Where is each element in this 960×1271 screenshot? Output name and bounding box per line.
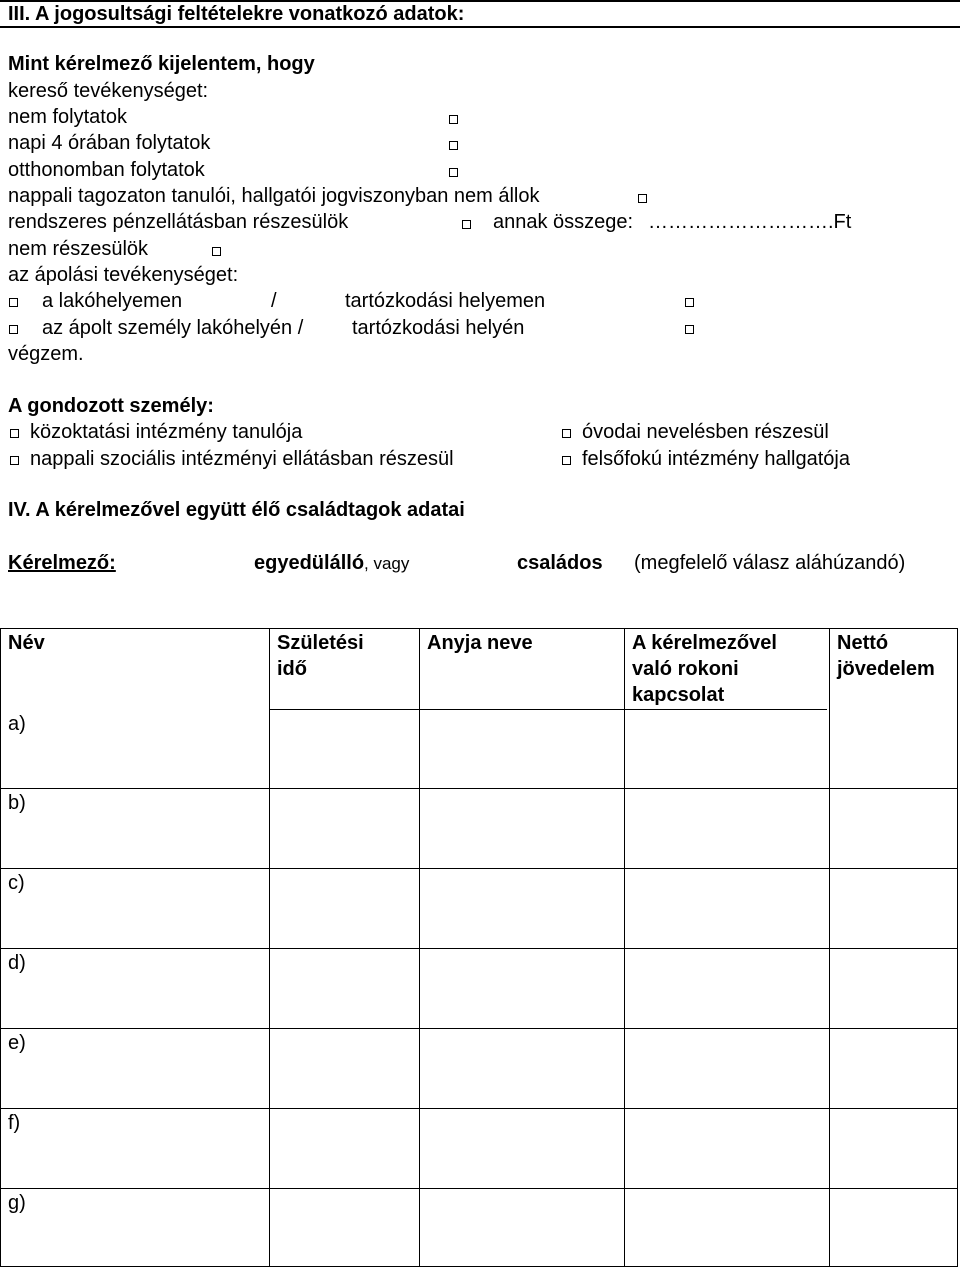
allowance-amount-label: annak összege: bbox=[493, 211, 634, 233]
marital-status-family[interactable]: családos bbox=[517, 552, 603, 574]
table-col-border bbox=[957, 628, 958, 1266]
marital-status-single[interactable] bbox=[254, 551, 409, 576]
cared-person-option: nappali szociális intézményi ellátásban részesül bbox=[30, 448, 454, 470]
table-row-border bbox=[0, 868, 958, 869]
table-col-border bbox=[624, 628, 625, 1266]
table-row-border bbox=[0, 1108, 958, 1109]
activity-option-label: napi 4 órában folytatok bbox=[8, 132, 211, 154]
row-label: f) bbox=[8, 1112, 21, 1134]
or-label: , vagy bbox=[364, 554, 410, 573]
checkbox-at-home[interactable] bbox=[449, 168, 458, 177]
section-4-title: IV. A kérelmezővel együtt élő családtagok adatai bbox=[8, 499, 465, 521]
table-bottom-border bbox=[0, 1266, 958, 1267]
checkbox-allowance-receiving[interactable] bbox=[462, 220, 471, 229]
checkbox-4-hours[interactable] bbox=[449, 141, 458, 150]
row-label: c) bbox=[8, 872, 25, 894]
table-row-border bbox=[0, 788, 958, 789]
checkbox-public-education-student[interactable] bbox=[10, 429, 19, 438]
checkbox-student-status[interactable] bbox=[638, 194, 647, 203]
table-col-border bbox=[0, 628, 1, 1266]
header-net-income: jövedelem bbox=[837, 658, 935, 680]
allowance-amount-field[interactable]: ……………………….Ft bbox=[648, 211, 852, 233]
activity-option-label: nem folytatok bbox=[8, 106, 127, 128]
table-col-border bbox=[829, 628, 830, 1266]
cared-person-option: közoktatási intézmény tanulója bbox=[30, 421, 303, 443]
care-intro: az ápolási tevékenységet: bbox=[8, 264, 239, 286]
table-col-border bbox=[419, 628, 420, 1266]
checkbox-not-working[interactable] bbox=[449, 115, 458, 124]
table-col-border bbox=[269, 628, 270, 1266]
checkbox-higher-education[interactable] bbox=[562, 456, 571, 465]
header-relationship: kapcsolat bbox=[632, 684, 725, 706]
care-option-label: tartózkodási helyemen bbox=[345, 290, 546, 312]
table-top-border bbox=[0, 628, 958, 629]
header-birth-date: idő bbox=[277, 658, 307, 680]
care-option-label: tartózkodási helyén bbox=[352, 317, 525, 339]
checkbox-care-patient-residence[interactable] bbox=[9, 325, 18, 334]
allowance-not-receiving-label: nem részesülök bbox=[8, 238, 149, 260]
checkbox-care-patient-stay[interactable] bbox=[685, 325, 694, 334]
checkbox-allowance-not-receiving[interactable] bbox=[212, 247, 221, 256]
activity-intro: kereső tevékenységet: bbox=[8, 80, 209, 102]
header-relationship: való rokoni bbox=[632, 658, 739, 680]
checkbox-kindergarten[interactable] bbox=[562, 429, 571, 438]
underline-hint: (megfelelő válasz aláhúzandó) bbox=[634, 552, 906, 574]
header-net-income: Nettó bbox=[837, 632, 889, 654]
activity-option-label: otthonomban folytatok bbox=[8, 159, 205, 181]
cared-person-option: felsőfokú intézmény hallgatója bbox=[582, 448, 850, 470]
care-end-text: végzem. bbox=[8, 343, 84, 365]
table-header-border bbox=[270, 709, 827, 710]
row-label: b) bbox=[8, 792, 26, 814]
section-3-rule bbox=[0, 26, 960, 28]
care-option-label: a lakóhelyemen bbox=[42, 290, 183, 312]
applicant-label: Kérelmező: bbox=[8, 552, 116, 574]
row-label: a) bbox=[8, 713, 26, 735]
table-row-border bbox=[0, 948, 958, 949]
header-mothers-name: Anyja neve bbox=[427, 632, 533, 654]
allowance-receiving-label: rendszeres pénzellátásban részesülök bbox=[8, 211, 349, 233]
header-birth-date: Születési bbox=[277, 632, 364, 654]
row-label: g) bbox=[8, 1192, 26, 1214]
header-relationship: A kérelmezővel bbox=[632, 632, 777, 654]
cared-person-title: A gondozott személy: bbox=[8, 395, 214, 417]
care-option-separator: / bbox=[271, 290, 277, 312]
row-label: e) bbox=[8, 1032, 26, 1054]
header-name: Név bbox=[8, 632, 45, 654]
table-row-border bbox=[0, 1188, 958, 1189]
row-label: d) bbox=[8, 952, 26, 974]
single-label: egyedülálló bbox=[254, 552, 365, 574]
student-status-label: nappali tagozaton tanulói, hallgatói jogviszonyban nem állok bbox=[8, 185, 540, 207]
section-3-title: III. A jogosultsági feltételekre vonatkozó adatok: bbox=[8, 3, 465, 25]
care-option-label: az ápolt személy lakóhelyén / bbox=[42, 317, 304, 339]
checkbox-day-social-care[interactable] bbox=[10, 456, 19, 465]
table-row-border bbox=[0, 1028, 958, 1029]
declaration-heading: Mint kérelmező kijelentem, hogy bbox=[8, 53, 315, 75]
cared-person-option: óvodai nevelésben részesül bbox=[582, 421, 829, 443]
checkbox-care-own-stay[interactable] bbox=[685, 298, 694, 307]
checkbox-care-own-residence[interactable] bbox=[9, 298, 18, 307]
